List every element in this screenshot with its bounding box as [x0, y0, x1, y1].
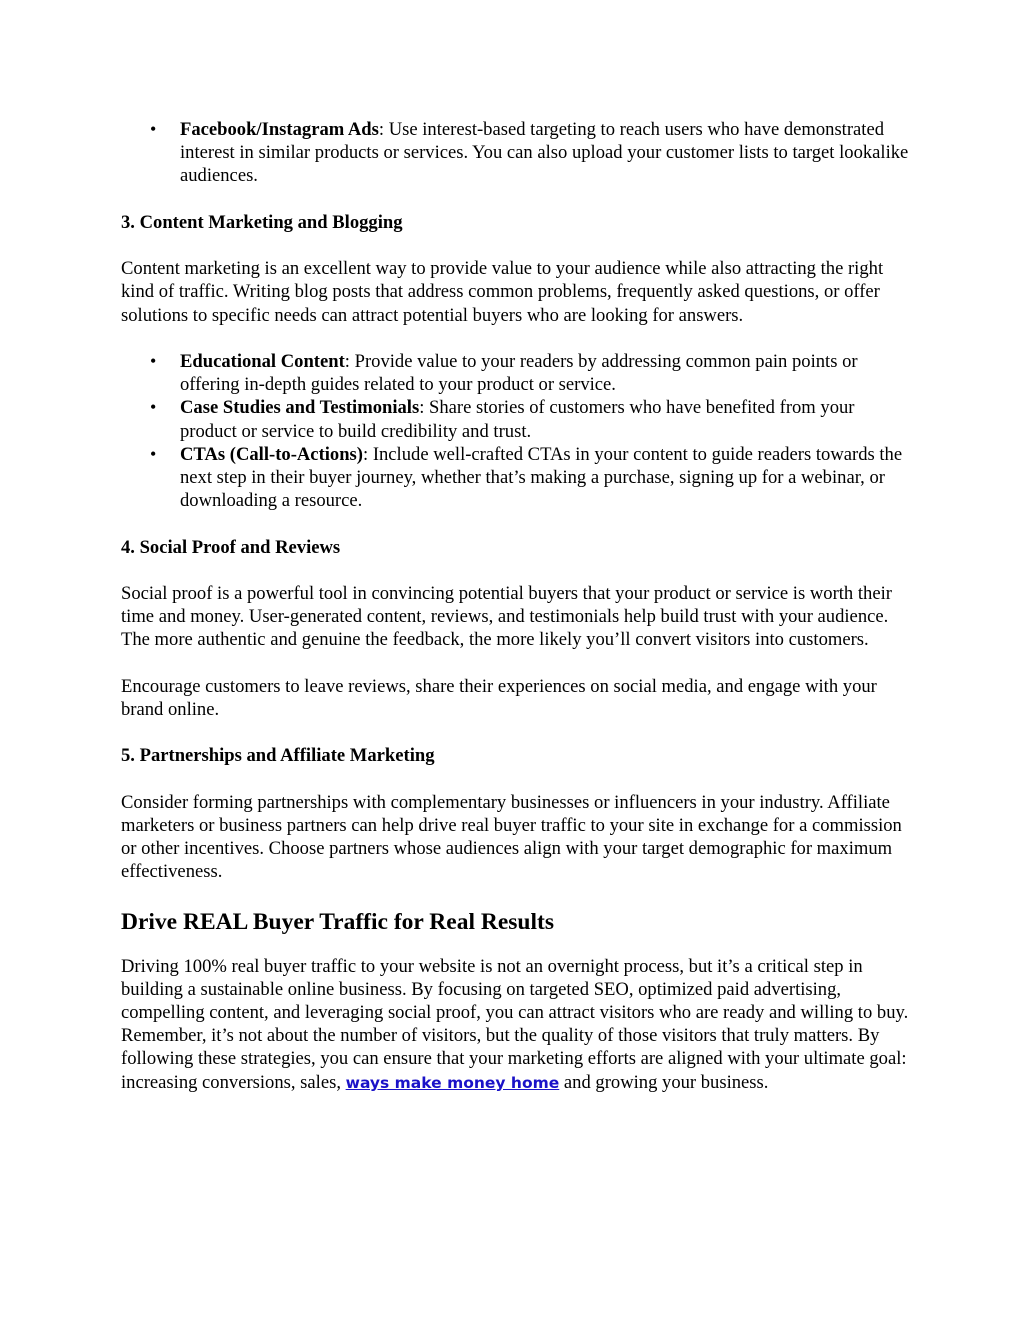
bullet-list-content-marketing	[121, 350, 911, 512]
list-item-title: Facebook/Instagram Ads	[180, 119, 379, 140]
paragraph: Encourage customers to leave reviews, share their experiences on social media, and engage with your brand online.	[121, 675, 877, 720]
list-item-title: Case Studies and Testimonials	[180, 397, 420, 419]
list-item	[180, 396, 911, 442]
paragraph: Social proof is a powerful tool in convincing potential buyers that your product or service is worth their time and money. User-generated content, reviews, and testimonials help build trust with your audience. The more authentic and genuine the feedback, the more likely you’ll convert visitors into customers.	[121, 582, 892, 651]
list-item-title: Educational Content	[180, 350, 345, 372]
conclusion-text-end: and growing your business.	[559, 1071, 769, 1093]
list-item-title: CTAs (Call-to-Actions)	[180, 443, 363, 465]
document-page	[121, 118, 911, 1095]
paragraph: Content marketing is an excellent way to provide value to your audience while also attracting the right kind of traffic. Writing blog posts that address common problems, frequently asked questions, or offer solutions to specific needs can attract potential buyers who are looking for answers.	[121, 258, 884, 326]
list-item	[180, 443, 911, 513]
list-item-text: : Provide value to your readers by addressing common pain points or offering in-depth guides related to your product or service.	[180, 350, 858, 396]
bullet-list-ads	[121, 118, 911, 188]
list-item-text: : Use interest-based targeting to reach users who have demonstrated interest in similar products or services. You can also upload your customer lists to target lookalike audiences.	[180, 119, 909, 187]
list-item-text: : Share stories of customers who have benefited from your product or service to build credibility and trust.	[180, 397, 855, 442]
section-heading-partnerships: 5. Partnerships and Affiliate Marketing	[121, 745, 435, 767]
conclusion-heading: Drive REAL Buyer Traffic for Real Results	[121, 908, 554, 935]
list-item	[180, 350, 911, 396]
list-item-text: : Include well-crafted CTAs in your content to guide readers towards the next step in their buyer journey, whether that’s making a purchase, signing up for a webinar, or downloading a resource.	[180, 443, 903, 512]
paragraph: Consider forming partnerships with complementary businesses or influencers in your industry. Affiliate marketers or business partners can help drive real buyer traffic to your site in exchange for a commission or other incentives. Choose partners whose audiences align with your target demographic for maximum effectiveness.	[121, 791, 902, 883]
list-item	[180, 118, 911, 188]
conclusion-paragraph	[121, 955, 911, 1095]
ways-make-money-home-link[interactable]: ways make money home	[345, 1073, 560, 1092]
section-heading-social-proof: 4. Social Proof and Reviews	[121, 536, 341, 558]
section-heading-content-marketing: 3. Content Marketing and Blogging	[121, 211, 403, 233]
conclusion-text: Driving 100% real buyer traffic to your website is not an overnight process, but it’s a critical step in building a sustainable online business. By focusing on targeted SEO, optimized paid advertising, compelling content, and leveraging social proof, you can attract visitors who are ready and willing to buy. Remember, it’s not about the number of visitors, but the quality of those visitors that truly matters. By following these strategies, you can ensure that your marketing efforts are aligned with your ultimate goal: increasing conversions, sales,	[121, 955, 909, 1093]
